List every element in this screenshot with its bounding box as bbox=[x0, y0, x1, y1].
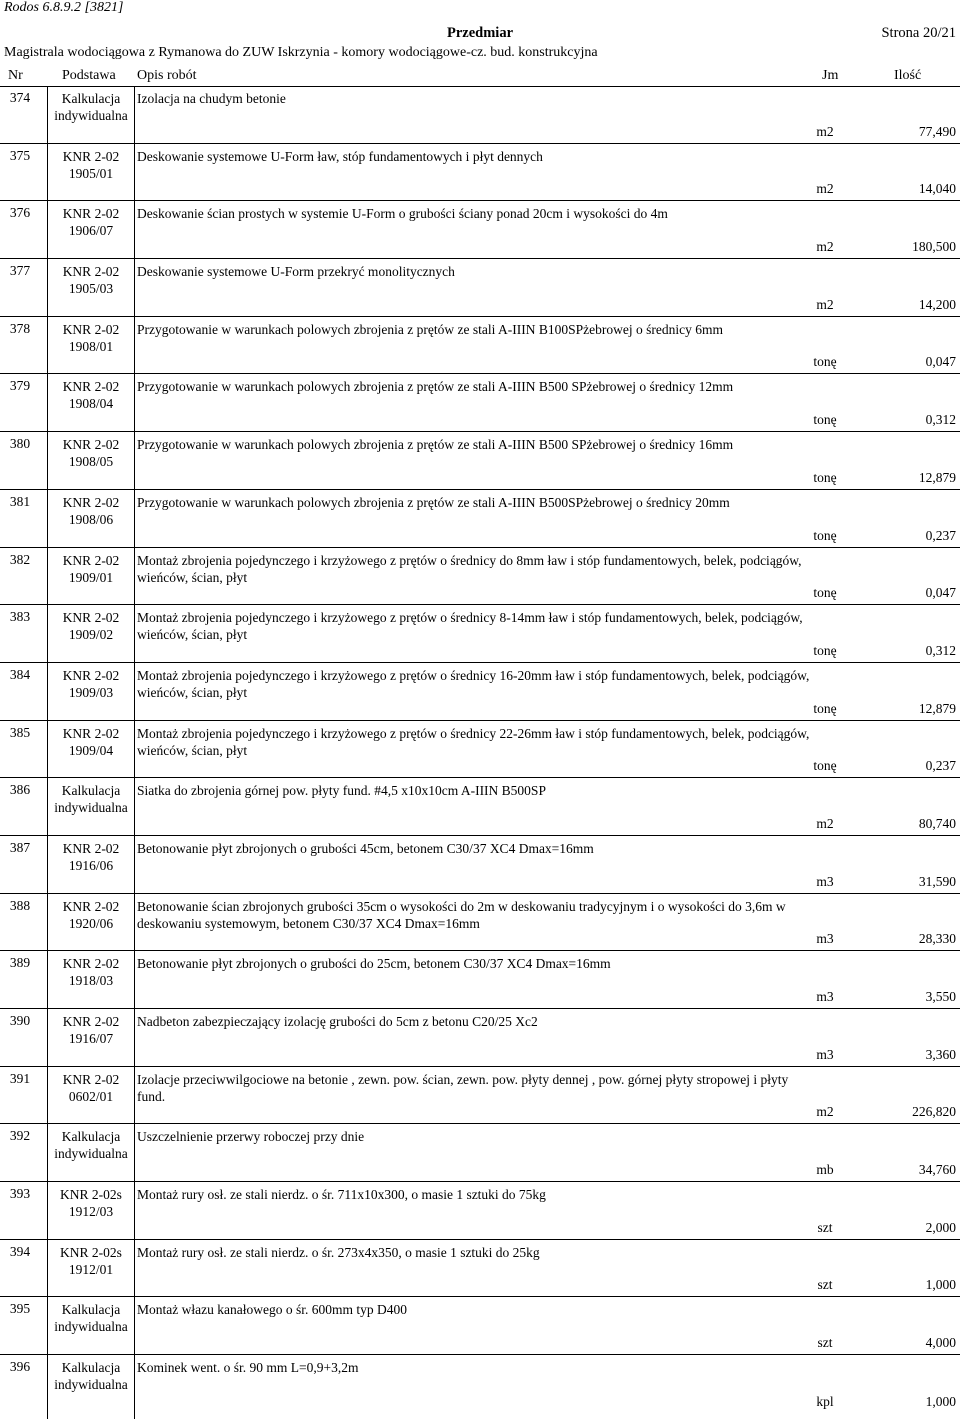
row-basis-line2: 1908/01 bbox=[68, 338, 114, 354]
row-description: Deskowanie systemowe U-Form ław, stóp fundamentowych i płyt dennych bbox=[137, 148, 543, 164]
row-unit: m2 bbox=[816, 239, 834, 255]
row-description: Przygotowanie w warunkach polowych zbrojenia z prętów ze stali A-IIIN B500 SPżebrowej o średnicy 16mm bbox=[137, 437, 734, 453]
row-number: 380 bbox=[9, 436, 31, 452]
row-number: 395 bbox=[9, 1301, 31, 1317]
row-basis-line1: KNR 2-02 bbox=[62, 206, 120, 222]
row-quantity: 14,200 bbox=[918, 296, 956, 312]
table-row bbox=[0, 951, 960, 1009]
row-number: 385 bbox=[9, 724, 31, 740]
row-description: Montaż rury osł. ze stali nierdz. o śr. 273x4x350, o masie 1 sztuki do 25kg bbox=[137, 1244, 540, 1260]
row-basis bbox=[50, 1186, 132, 1220]
row-number: 386 bbox=[9, 782, 31, 798]
row-basis bbox=[50, 782, 132, 816]
row-unit: tonę bbox=[813, 700, 837, 716]
row-description: Przygotowanie w warunkach polowych zbrojenia z prętów ze stali A-IIIN B500SPżebrowej o średnicy 20mm bbox=[137, 494, 730, 510]
row-description: Izolacje przeciwwilgociowe na betonie , zewn. pow. ścian, zewn. pow. płyty dennej , pow. górnej płyty stropowej i płyty fund. bbox=[137, 1071, 789, 1104]
row-description: Kominek went. o śr. 90 mm L=0,9+3,2m bbox=[137, 1360, 359, 1376]
row-basis bbox=[50, 552, 132, 586]
row-unit: tonę bbox=[813, 469, 837, 485]
row-quantity: 80,740 bbox=[918, 815, 956, 831]
row-description: Siatka do zbrojenia górnej pow. płyty fund. #4,5 x10x10cm A-IIIN B500SP bbox=[137, 783, 546, 799]
row-basis bbox=[50, 1301, 132, 1335]
row-basis-line1: KNR 2-02 bbox=[62, 725, 120, 741]
row-basis-line2: indywidualna bbox=[54, 1319, 128, 1335]
row-number: 396 bbox=[9, 1359, 31, 1375]
row-description: Betonowanie płyt zbrojonych o grubości 45cm, betonem C30/37 XC4 Dmax=16mm bbox=[137, 840, 594, 856]
row-unit: szt bbox=[817, 1219, 833, 1235]
row-description: Nadbeton zabezpieczający izolację grubości do 5cm z betonu C20/25 Xc2 bbox=[137, 1014, 538, 1029]
row-description: Montaż zbrojenia pojedynczego i krzyżowego z prętów o średnicy 16-20mm ław i stóp fundamentowych, belek, podciągów, wieńców, ścian, płyt bbox=[137, 667, 810, 700]
row-basis bbox=[50, 494, 132, 528]
row-quantity: 180,500 bbox=[912, 239, 956, 255]
row-basis-line1: Kalkulacja bbox=[61, 783, 121, 799]
row-unit: kpl bbox=[816, 1393, 834, 1409]
row-quantity: 4,000 bbox=[925, 1335, 956, 1351]
column-header-nr: Nr bbox=[8, 68, 23, 83]
row-unit: tonę bbox=[813, 354, 837, 370]
row-basis bbox=[50, 725, 132, 759]
table-row bbox=[0, 1297, 960, 1355]
row-basis-line1: KNR 2-02 bbox=[62, 437, 120, 453]
row-number: 376 bbox=[9, 205, 31, 221]
document-title: Przedmiar bbox=[446, 25, 514, 41]
row-unit: m2 bbox=[816, 123, 834, 139]
row-basis-line2: indywidualna bbox=[54, 108, 128, 123]
row-description: Betonowanie płyt zbrojonych o grubości do 25cm, betonem C30/37 XC4 Dmax=16mm bbox=[137, 956, 611, 972]
row-basis bbox=[50, 1244, 132, 1278]
row-number: 375 bbox=[9, 147, 31, 163]
row-quantity: 0,047 bbox=[925, 354, 956, 370]
table-row bbox=[0, 778, 960, 836]
table-row bbox=[0, 836, 960, 894]
row-basis-line1: KNR 2-02 bbox=[62, 610, 120, 626]
row-basis-line1: Kalkulacja bbox=[61, 1360, 121, 1376]
row-basis bbox=[50, 1359, 132, 1393]
table-row bbox=[0, 663, 960, 721]
row-number: 381 bbox=[9, 493, 31, 509]
table-row bbox=[0, 1009, 960, 1067]
row-basis-line1: KNR 2-02 bbox=[62, 840, 120, 856]
table-row bbox=[0, 1240, 960, 1298]
table-row bbox=[0, 1182, 960, 1240]
table-row bbox=[0, 259, 960, 317]
row-description: Deskowanie systemowe U-Form przekryć monolitycznych bbox=[137, 264, 455, 280]
row-basis bbox=[50, 205, 132, 239]
row-basis-line1: KNR 2-02 bbox=[62, 321, 120, 337]
row-basis-line2: 1908/04 bbox=[68, 396, 114, 412]
row-quantity: 77,490 bbox=[918, 123, 956, 139]
row-number: 389 bbox=[9, 955, 31, 971]
program-name: Rodos 6.8.9.2 [3821] bbox=[4, 0, 124, 15]
row-basis-line1: KNR 2-02 bbox=[62, 379, 120, 395]
table-row bbox=[0, 605, 960, 663]
row-basis bbox=[50, 436, 132, 470]
row-unit: mb bbox=[816, 1162, 834, 1178]
row-basis bbox=[50, 378, 132, 412]
row-description: Przygotowanie w warunkach polowych zbrojenia z prętów ze stali A-IIIN B500 SPżebrowej o średnicy 12mm bbox=[137, 379, 734, 395]
row-quantity: 2,000 bbox=[925, 1219, 956, 1235]
row-number: 387 bbox=[9, 839, 31, 855]
row-quantity: 0,312 bbox=[925, 412, 956, 428]
row-basis-line2: 1916/07 bbox=[68, 1031, 114, 1046]
table-header bbox=[0, 68, 960, 86]
row-basis bbox=[50, 609, 132, 643]
row-basis-line2: 1918/03 bbox=[68, 973, 114, 989]
row-quantity: 14,040 bbox=[918, 181, 956, 197]
row-number: 383 bbox=[9, 609, 31, 625]
page-number: Strona 20/21 bbox=[881, 25, 956, 41]
row-basis bbox=[50, 955, 132, 989]
row-quantity: 226,820 bbox=[912, 1104, 956, 1120]
row-unit: m2 bbox=[816, 1104, 834, 1120]
row-basis-line1: KNR 2-02 bbox=[62, 1071, 120, 1087]
row-basis-line1: KNR 2-02 bbox=[62, 898, 120, 914]
table-row bbox=[0, 1355, 960, 1413]
table-row bbox=[0, 317, 960, 375]
row-description: Montaż zbrojenia pojedynczego i krzyżowego z prętów o średnicy 22-26mm ław i stóp fundamentowych, belek, podciągów, wieńców, ścian, płyt bbox=[137, 725, 810, 758]
row-number: 379 bbox=[9, 378, 31, 394]
row-basis bbox=[50, 90, 132, 124]
row-unit: tonę bbox=[813, 527, 837, 543]
row-description: Montaż zbrojenia pojedynczego i krzyżowego z prętów o średnicy 8-14mm ław i stóp fundamentowych, belek, podciągów, wieńców, ścian, płyt bbox=[137, 610, 803, 643]
row-number: 394 bbox=[9, 1243, 31, 1259]
row-basis-line2: 1908/05 bbox=[68, 454, 114, 470]
row-description: Deskowanie ścian prostych w systemie U-Form o grubości ściany ponad 20cm i wysokości do 4m bbox=[137, 206, 668, 222]
row-basis-line2: 0602/01 bbox=[68, 1088, 114, 1104]
row-unit: szt bbox=[817, 1277, 833, 1293]
row-basis-line2: 1912/01 bbox=[68, 1261, 114, 1277]
row-quantity: 0,237 bbox=[925, 527, 956, 543]
row-unit: tonę bbox=[813, 585, 837, 601]
row-basis-line1: KNR 2-02s bbox=[60, 1244, 122, 1260]
row-unit: m3 bbox=[816, 1046, 834, 1062]
row-unit: tonę bbox=[813, 412, 837, 428]
row-basis-line2: 1908/06 bbox=[68, 511, 114, 527]
row-number: 378 bbox=[9, 320, 31, 336]
row-basis-line1: KNR 2-02 bbox=[62, 667, 120, 683]
row-quantity: 12,879 bbox=[918, 469, 956, 485]
row-basis-line2: 1912/03 bbox=[68, 1204, 114, 1220]
row-quantity: 0,312 bbox=[925, 642, 956, 658]
table-row bbox=[0, 201, 960, 259]
table-row bbox=[0, 86, 960, 144]
row-quantity: 12,879 bbox=[918, 700, 956, 716]
row-description: Izolacja na chudym betonie bbox=[137, 91, 286, 106]
row-basis bbox=[50, 263, 132, 297]
column-header-opis: Opis robót bbox=[137, 68, 197, 83]
row-number: 374 bbox=[9, 90, 31, 105]
row-basis-line2: 1909/01 bbox=[68, 569, 114, 585]
row-quantity: 28,330 bbox=[918, 931, 956, 947]
row-number: 391 bbox=[9, 1070, 31, 1086]
table-row bbox=[0, 374, 960, 432]
row-basis-line2: indywidualna bbox=[54, 1146, 128, 1162]
row-number: 388 bbox=[9, 897, 31, 913]
table-row bbox=[0, 548, 960, 606]
row-basis-line1: KNR 2-02 bbox=[62, 148, 120, 164]
row-quantity: 3,360 bbox=[925, 1046, 956, 1062]
row-basis bbox=[50, 898, 132, 932]
table-row bbox=[0, 144, 960, 202]
row-basis-line2: 1920/06 bbox=[68, 915, 114, 931]
table-row bbox=[0, 1067, 960, 1125]
row-basis bbox=[50, 840, 132, 874]
row-description: Betonowanie ścian zbrojonych grubości 35cm o wysokości do 2m w deskowaniu tradycyjnym i o wysokości do 3,6m w deskowaniu systemowym, betonem C30/37 XC4 Dmax=16mm bbox=[137, 898, 786, 931]
row-number: 393 bbox=[9, 1186, 31, 1202]
row-quantity: 1,000 bbox=[925, 1393, 956, 1409]
row-basis-line2: 1916/06 bbox=[68, 857, 114, 873]
row-basis bbox=[50, 1013, 132, 1047]
row-basis bbox=[50, 1071, 132, 1105]
row-description: Montaż zbrojenia pojedynczego i krzyżowego z prętów o średnicy do 8mm ław i stóp fundamentowych, belek, podciągów, wieńców, ścian, płyt bbox=[137, 552, 802, 585]
row-unit: szt bbox=[817, 1335, 833, 1351]
row-basis-line1: KNR 2-02 bbox=[62, 264, 120, 280]
row-quantity: 34,760 bbox=[918, 1162, 956, 1178]
row-basis-line1: KNR 2-02s bbox=[60, 1187, 122, 1203]
row-basis-line2: 1909/02 bbox=[68, 627, 114, 643]
row-basis-line2: indywidualna bbox=[54, 800, 128, 816]
row-basis-line1: KNR 2-02 bbox=[62, 552, 120, 568]
table-body bbox=[0, 86, 960, 1413]
row-basis-line2: 1905/01 bbox=[68, 165, 114, 181]
row-basis bbox=[50, 321, 132, 355]
row-basis-line1: KNR 2-02 bbox=[62, 1014, 120, 1029]
row-basis bbox=[50, 1128, 132, 1162]
column-header-podstawa: Podstawa bbox=[62, 68, 116, 83]
row-unit: m3 bbox=[816, 989, 834, 1004]
row-basis-line1: KNR 2-02 bbox=[62, 956, 120, 972]
row-basis-line1: KNR 2-02 bbox=[62, 494, 120, 510]
row-basis bbox=[50, 148, 132, 182]
row-basis-line1: Kalkulacja bbox=[61, 1302, 121, 1318]
row-description: Przygotowanie w warunkach polowych zbrojenia z prętów ze stali A-IIIN B100SPżebrowej o średnicy 6mm bbox=[137, 321, 723, 337]
row-unit: tonę bbox=[813, 642, 837, 658]
table-row bbox=[0, 432, 960, 490]
row-basis-line1: Kalkulacja bbox=[61, 1129, 121, 1145]
row-basis bbox=[50, 667, 132, 701]
row-number: 390 bbox=[9, 1013, 31, 1028]
row-number: 384 bbox=[9, 666, 31, 682]
row-unit: m2 bbox=[816, 181, 834, 197]
row-quantity: 3,550 bbox=[925, 989, 956, 1004]
row-description: Montaż włazu kanałowego o śr. 600mm typ D400 bbox=[137, 1302, 407, 1318]
row-basis-line2: 1909/04 bbox=[68, 742, 114, 758]
row-unit: m3 bbox=[816, 931, 834, 947]
table-row bbox=[0, 490, 960, 548]
row-quantity: 0,047 bbox=[925, 585, 956, 601]
row-unit: m3 bbox=[816, 873, 834, 889]
row-quantity: 31,590 bbox=[918, 873, 956, 889]
row-number: 392 bbox=[9, 1128, 31, 1144]
table-row bbox=[0, 1124, 960, 1182]
row-number: 377 bbox=[9, 263, 31, 279]
column-header-ilosc: Ilość bbox=[894, 68, 922, 83]
table-row bbox=[0, 894, 960, 952]
row-quantity: 1,000 bbox=[925, 1277, 956, 1293]
table-row bbox=[0, 721, 960, 779]
column-header-jm: Jm bbox=[822, 68, 839, 83]
row-unit: m2 bbox=[816, 296, 834, 312]
row-basis-line2: 1909/03 bbox=[68, 684, 114, 700]
row-description: Montaż rury osł. ze stali nierdz. o śr. 711x10x300, o masie 1 sztuki do 75kg bbox=[137, 1187, 546, 1203]
row-unit: tonę bbox=[813, 758, 837, 774]
row-number: 382 bbox=[9, 551, 31, 567]
row-basis-line2: 1905/03 bbox=[68, 281, 114, 297]
row-description: Uszczelnienie przerwy roboczej przy dnie bbox=[137, 1129, 365, 1145]
row-basis-line1: Kalkulacja bbox=[61, 91, 121, 106]
row-basis-line2: indywidualna bbox=[54, 1377, 128, 1393]
row-quantity: 0,237 bbox=[925, 758, 956, 774]
project-name: Magistrala wodociągowa z Rymanowa do ZUW Iskrzynia - komory wodociągowe-cz. bud. konstrukcyjna bbox=[4, 45, 598, 60]
row-basis-line2: 1906/07 bbox=[68, 223, 114, 239]
row-unit: m2 bbox=[816, 815, 834, 831]
